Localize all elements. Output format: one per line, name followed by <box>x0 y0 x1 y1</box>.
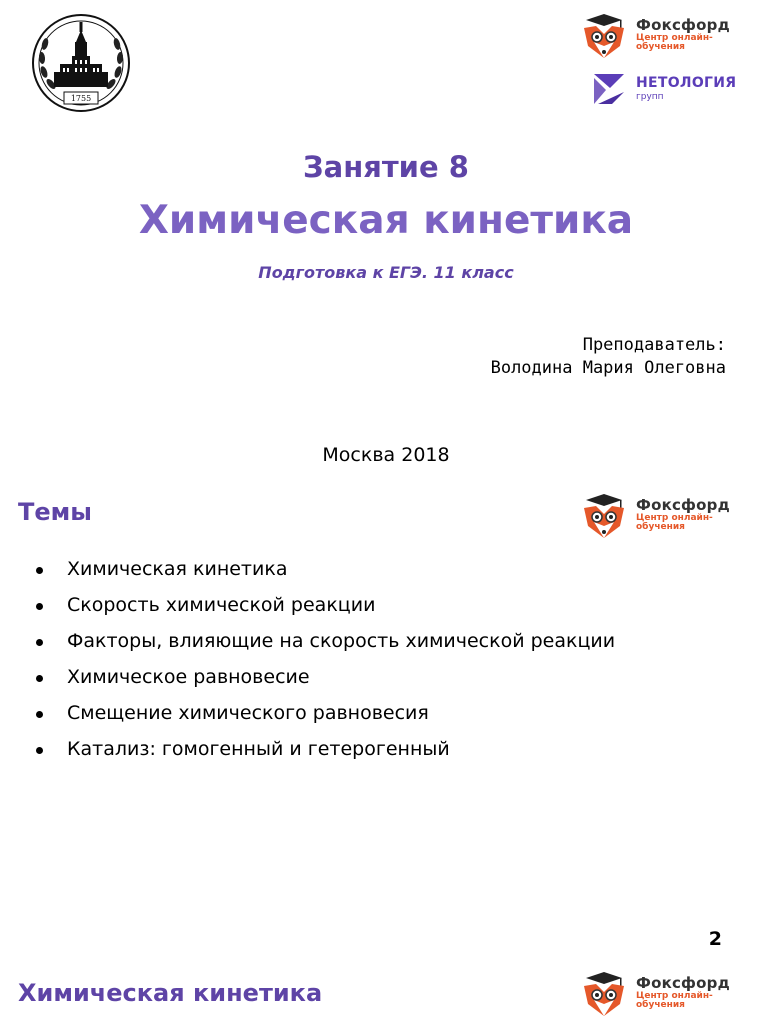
foxford-fox-icon <box>580 492 628 540</box>
bullet-icon <box>36 639 43 646</box>
lesson-title: Химическая кинетика <box>138 198 634 243</box>
netology-logo-icon <box>590 70 628 108</box>
slide-title: Химическая кинетика <box>18 979 323 1007</box>
title-slide <box>0 0 768 492</box>
foxford-subtitle: Центр онлайн-обучения <box>636 991 713 1010</box>
list-item: Смещение химического равновесия <box>34 702 615 738</box>
lesson-number: Занятие 8 <box>303 150 469 184</box>
foxford-name: Фоксфорд <box>636 496 730 514</box>
bullet-icon <box>36 675 43 682</box>
list-item: Химическая кинетика <box>34 558 615 594</box>
list-item: Катализ: гомогенный и гетерогенный <box>34 738 615 774</box>
bullet-icon <box>36 711 43 718</box>
list-item: Химическое равновесие <box>34 666 615 702</box>
foxford-logo <box>580 492 740 540</box>
topics-slide <box>0 492 768 970</box>
netology-subtitle: групп <box>636 92 664 102</box>
netology-name: НЕТОЛОГИЯ <box>636 75 737 91</box>
city-year: Москва 2018 <box>322 444 450 466</box>
page-number: 2 <box>708 928 722 950</box>
list-item: Факторы, влияющие на скорость химической реакции <box>34 630 615 666</box>
msu-emblem-icon <box>30 12 132 114</box>
foxford-fox-icon <box>580 970 628 1018</box>
kinetics-slide <box>0 970 768 1024</box>
msu-year: 1755 <box>70 94 92 103</box>
teacher-name: Володина Мария Олеговна <box>490 358 726 378</box>
foxford-subtitle: Центр онлайн-обучения <box>636 33 713 52</box>
bullet-icon <box>36 603 43 610</box>
lesson-subtitle: Подготовка к ЕГЭ. 11 класс <box>258 263 514 282</box>
foxford-name: Фоксфорд <box>636 974 730 992</box>
bullet-icon <box>36 747 43 754</box>
foxford-logo <box>580 12 740 60</box>
netology-logo <box>590 68 740 110</box>
list-item: Скорость химической реакции <box>34 594 615 630</box>
foxford-logo <box>580 970 740 1018</box>
bullet-icon <box>36 567 43 574</box>
foxford-fox-icon <box>580 12 628 60</box>
teacher-label: Преподаватель: <box>582 335 726 355</box>
slide-title: Темы <box>18 498 92 526</box>
teacher-block <box>491 334 726 380</box>
foxford-subtitle: Центр онлайн-обучения <box>636 513 713 532</box>
topics-list <box>34 558 615 774</box>
foxford-name: Фоксфорд <box>636 16 730 34</box>
